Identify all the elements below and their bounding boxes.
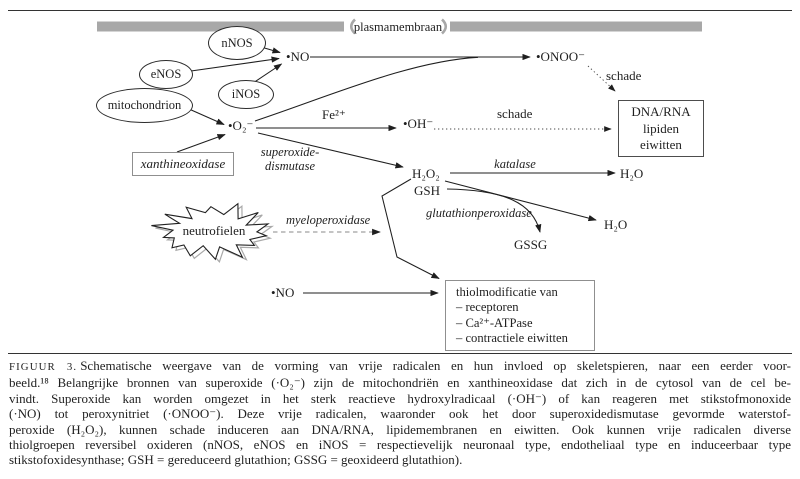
dna-rna-box: [618, 100, 704, 157]
enzyme-katalase: katalase: [494, 157, 536, 171]
species-h2o-katalase: H₂O: [620, 166, 644, 181]
arrow-inos-to-no: [253, 64, 282, 83]
enzyme-superoxide-dismutase: [252, 146, 328, 173]
inos-label: iNOS: [231, 87, 261, 101]
caption-line: stikstofoxidesynthase; GSH = gereduceerd glutathion; GSSG = geoxideerd glutathion).: [9, 452, 463, 468]
species-no-bottom: •NO: [271, 285, 295, 300]
node-mitochondrion: [96, 88, 193, 123]
species-o2: •O₂⁻: [228, 118, 254, 133]
dna-box-line: DNA/RNA: [631, 104, 691, 119]
species-onoo: •ONOO⁻: [536, 49, 585, 64]
sod-line1: superoxide-: [260, 145, 320, 159]
neutrofielen-label: neutrofielen: [182, 223, 246, 238]
figure-number-label: FIGUUR 3.: [9, 361, 78, 373]
species-fe2: Fe²⁺: [322, 107, 346, 122]
arrow-xanthineoxidase-to-o2: [177, 135, 225, 153]
xanthineoxidase-box: [132, 152, 234, 176]
thiol-box-line: – contractiele eiwitten: [456, 331, 568, 346]
schade-label-oh: schade: [497, 106, 533, 121]
species-gsh: GSH: [414, 183, 441, 198]
enzyme-myeloperoxidase: myeloperoxidase: [286, 213, 371, 227]
node-enos: [139, 60, 193, 89]
node-inos: [218, 80, 274, 109]
species-h2o2: H₂O₂: [412, 166, 440, 181]
thiol-box-line: thiolmodificatie van: [456, 285, 558, 299]
membrane-label: plasmamembraan: [353, 19, 443, 34]
mitochondrion-label: mitochondrion: [107, 98, 182, 112]
caption-rule: [8, 353, 792, 354]
line-o2-merge-to-onoo: [255, 57, 478, 121]
enzyme-glutathionperoxidase: glutathionperoxidase: [426, 206, 532, 220]
thiol-box-line: – Ca²⁺-ATPase: [456, 315, 533, 330]
caption-line: FIGUUR 3. Schematische weergave van de vorming van vrije radicalen en hun invloed op skeletspieren, naar een eerder voor-: [9, 358, 791, 373]
species-h2o-gpx: H₂O: [604, 217, 628, 232]
dna-box-line: lipiden: [642, 120, 680, 136]
caption-line: (·NO) tot peroxynitriet (·ONOO⁻). Deze vrije radicalen, waaronder ook het door superoxidedismutase gevormde waterstof-: [9, 406, 791, 422]
sod-line2: dismutase: [265, 158, 315, 173]
arrow-enos-to-no: [191, 59, 279, 72]
species-no-top: •NO: [286, 49, 310, 64]
dna-box-line: eiwitten: [640, 137, 682, 152]
schade-label-onoo: schade: [606, 68, 642, 83]
caption-line: peroxide (H₂O₂), kunnen schade induceren aan DNA/RNA, lipidemembranen en eiwitten. Ook kunnen vrije radicalen diverse: [9, 421, 791, 437]
caption-line: thiolgroepen reversibel oxideren (nNOS, eNOS en iNOS = respectievelijk neuronaal type, endotheliaal type en induceerbaar type: [9, 437, 791, 453]
thiol-modification-box: [445, 280, 595, 351]
caption-line: vindt. Superoxide kan worden omgezet in het sterk reactieve hydroxylradicaal (·OH⁻) of kan reageren met stikstofmonoxide: [9, 390, 791, 406]
thiol-box-line: – receptoren: [456, 300, 519, 315]
xanthineoxidase-label: xanthineoxidase: [140, 156, 226, 171]
enos-label: eNOS: [150, 67, 182, 81]
figure-caption: [9, 358, 791, 468]
arrow-mitochondrion-to-o2: [189, 109, 224, 125]
node-nnos: [208, 26, 266, 60]
species-gssg: GSSG: [514, 237, 548, 252]
caption-line: beeld.¹⁸ Belangrijke bronnen van superoxide (·O₂⁻) zijn de mitochondriën en xanthineoxidase dat zich in de cytosol van de cel be-: [9, 375, 791, 391]
species-oh: •OH⁻: [403, 116, 434, 131]
nnos-label: nNOS: [221, 35, 253, 50]
membrane-bar-right: [450, 22, 702, 32]
